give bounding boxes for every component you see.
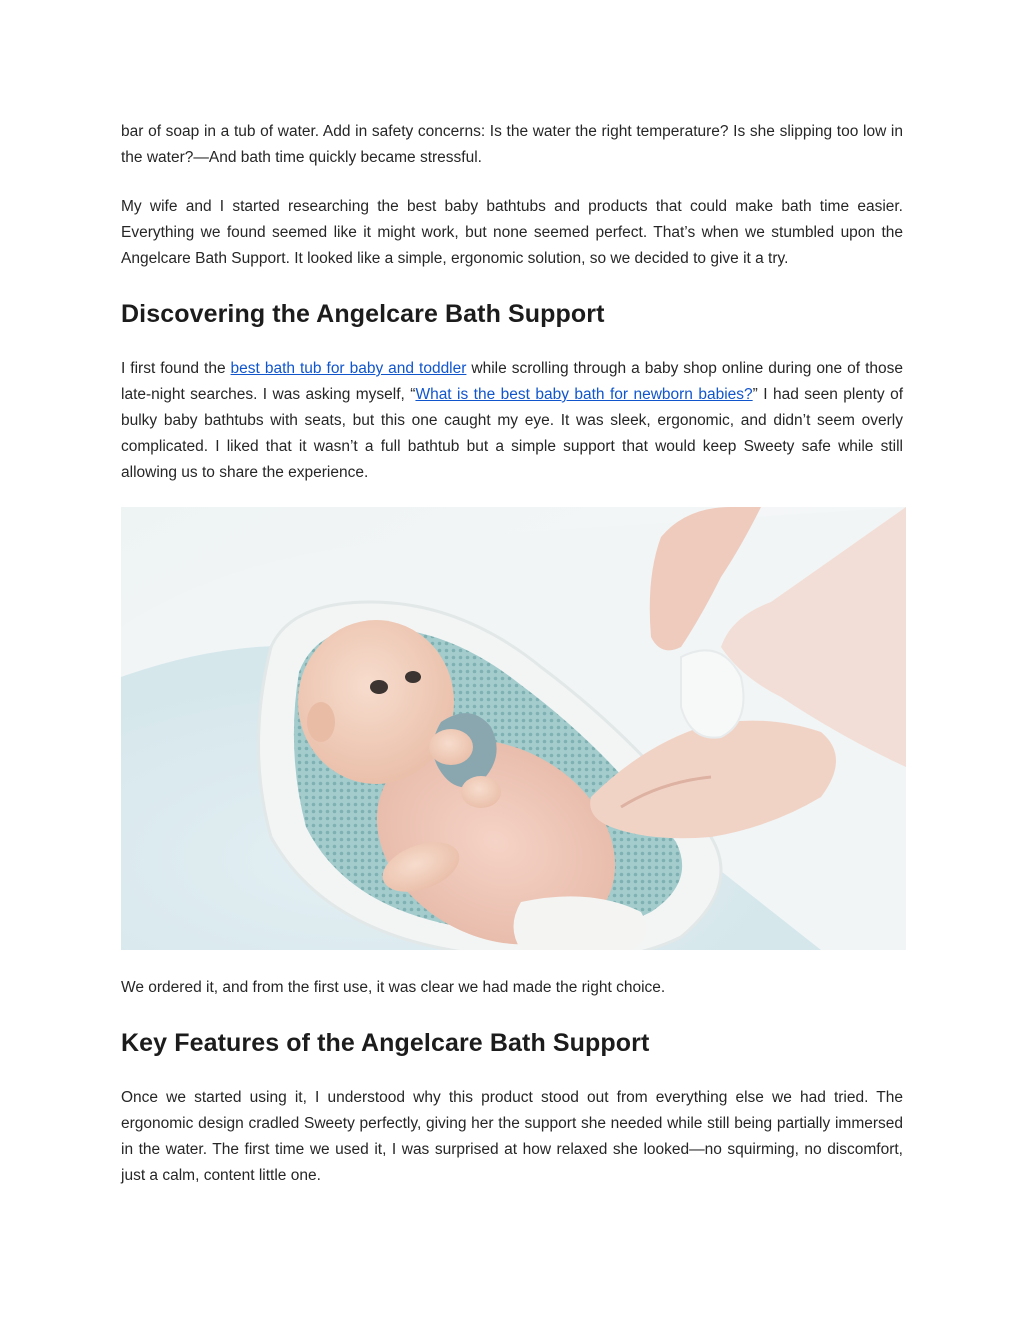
text-segment: I first found the [121,360,231,377]
text-segment: ” I had seen plenty of bulky baby bathtubs with seats, but this one caught my eye. It was sleek, ergonomic, and didn’t seem overly complicated. I liked that it wasn’t a full bathtub but a simple support that would keep Sweety safe while still allowing us to share the experience. [121,386,903,481]
intro-paragraph-1: bar of soap in a tub of water. Add in safety concerns: Is the water the right temperature? Is she slipping too low in the water?—And bath time quickly became stressful. [121,123,903,166]
text-segment: while scrolling through a baby shop online during one of those late-night searches. I was asking myself, “ [121,360,903,403]
section-heading-discovering: Discovering the Angelcare Bath Support [121,300,605,328]
intro-paragraph-2: My wife and I started researching the best baby bathtubs and products that could make bath time easier. Everything we found seemed like it might work, but none seemed perfect. That’s when we stumbled upon the Angelcare Bath Support. It looked like a simple, ergonomic solution, so we decided to give it a try. [121,198,903,267]
section-heading-key-features: Key Features of the Angelcare Bath Support [121,1029,650,1057]
key-features-paragraph: Once we started using it, I understood why this product stood out from everything else we had tried. The ergonomic design cradled Sweety perfectly, giving her the support she needed while still being partially immersed in the water. The first time we used it, I was surprised at how relaxed she looked—no squirming, no discomfort, just a calm, content little one. [121,1089,903,1184]
discovering-paragraph [121,356,903,486]
link-best-baby-bath-newborn[interactable]: What is the best baby bath for newborn babies? [415,386,753,403]
article-body [121,119,903,1189]
link-best-bath-tub[interactable]: best bath tub for baby and toddler [230,360,467,377]
after-image-paragraph: We ordered it, and from the first use, it was clear we had made the right choice. [121,979,666,996]
baby-bath-photo [121,507,906,950]
